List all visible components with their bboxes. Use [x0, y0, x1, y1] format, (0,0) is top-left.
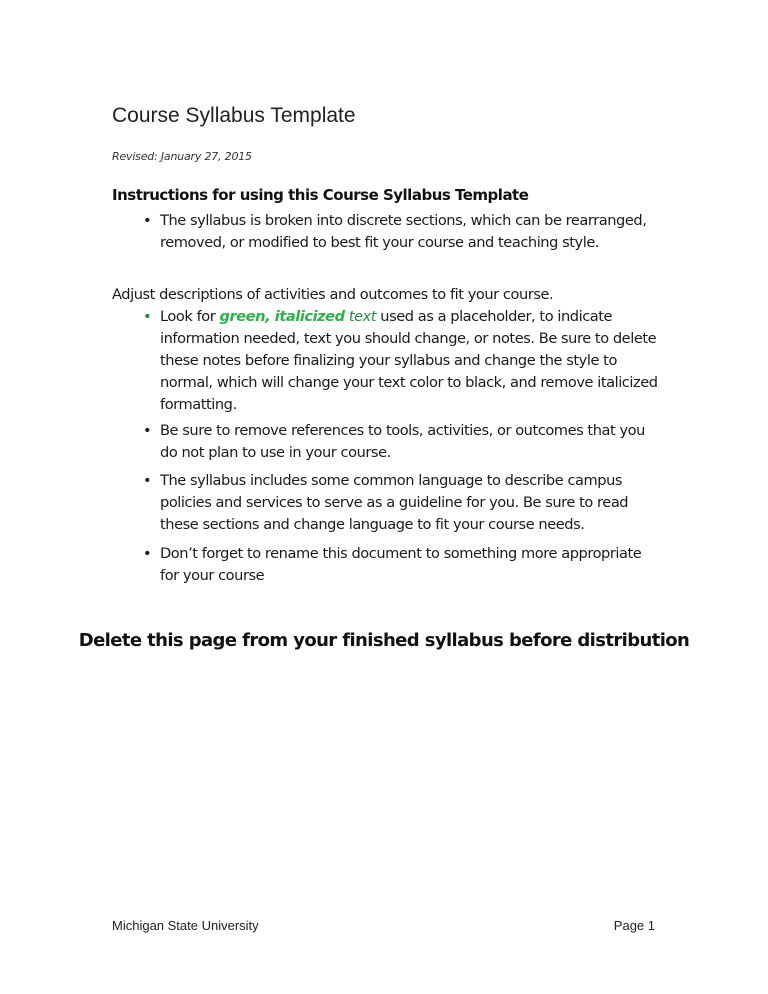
- green-placeholder-text: green, italicized: [219, 308, 345, 325]
- green-italic-text: text: [344, 308, 377, 325]
- list-item-text: The syllabus is broken into discrete sections, which can be rearranged, removed, or modified to best fit your course and teaching style.: [160, 212, 647, 251]
- list-item: [143, 306, 660, 416]
- bullet-icon: •: [143, 308, 152, 325]
- list-item-text: The syllabus includes some common language to describe campus policies and services to serve as a guideline for you. Be sure to read these sections and change language to fit your course needs.: [160, 472, 629, 533]
- list-item-prefix: Look for: [160, 308, 220, 325]
- bullet-icon: •: [143, 422, 152, 439]
- delete-page-note: Delete this page from your finished syllabus before distribution: [78, 630, 690, 651]
- list-item-text: Don’t forget to rename this document to something more appropriate for your course: [160, 545, 642, 584]
- instructions-heading: Instructions for using this Course Syllabus Template: [112, 186, 529, 204]
- document-title: Course Syllabus Template: [112, 104, 356, 127]
- list-item: [143, 470, 660, 536]
- list-item: [143, 543, 660, 587]
- footer-page-number: Page 1: [613, 918, 655, 933]
- footer-institution: Michigan State University: [112, 918, 259, 933]
- list-item-suffix: used as a placeholder, to indicate information needed, text you should change, or notes. Be sure to delete these notes before finalizing your syllabus and change the style to normal, which will change your text color to black, and remove italicized formatting.: [160, 308, 658, 413]
- list-item-text: Be sure to remove references to tools, activities, or outcomes that you do not plan to use in your course.: [160, 422, 645, 461]
- revised-date: Revised: January 27, 2015: [112, 150, 252, 163]
- list-item: [143, 420, 660, 464]
- list-item: [143, 210, 660, 254]
- bullet-icon: •: [143, 212, 152, 229]
- bullet-icon: •: [143, 545, 152, 562]
- bullet-icon: •: [143, 472, 152, 489]
- adjust-paragraph: Adjust descriptions of activities and outcomes to fit your course.: [112, 286, 554, 303]
